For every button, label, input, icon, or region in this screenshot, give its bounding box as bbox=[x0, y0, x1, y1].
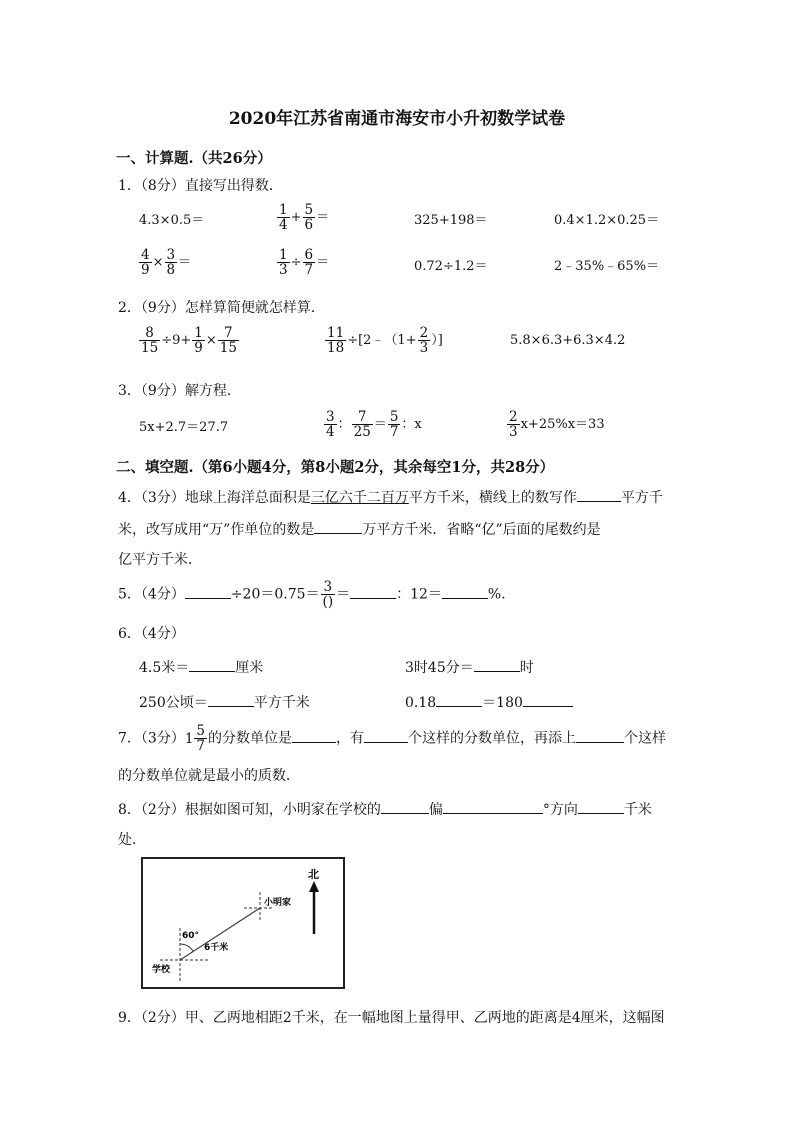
angle-label: 60° bbox=[182, 931, 200, 941]
q3-item-c: $\frac{2}{3}$ x+25%x＝33 bbox=[509, 409, 605, 441]
answer-blank bbox=[443, 799, 543, 814]
question-5: 5．（4分） ÷20＝0.75＝ 3 () ＝ ：12＝ %． bbox=[118, 579, 516, 611]
answer-blank bbox=[189, 657, 235, 672]
answer-blank bbox=[436, 692, 482, 707]
home-label: 小明家 bbox=[264, 898, 292, 908]
q1-item-c: 325+198＝ bbox=[414, 213, 488, 228]
q1-item-b: $\frac{1}{4}$ + $\frac{5}{6}$ ＝ bbox=[279, 202, 330, 234]
q6-item-b: 3时45分＝ 时 bbox=[405, 657, 534, 678]
q3-item-b: $\frac{3}{4}$ ： $\frac{7}{25}$ ＝ $\frac{5}{7}$ ：x bbox=[326, 409, 422, 441]
answer-blank bbox=[314, 519, 362, 534]
question-4-line-3: 亿平方千米． bbox=[118, 552, 202, 568]
question-4-line-2: 米，改写成用“万”作单位的数是 万平方千米．省略“亿”后面的尾数约是 bbox=[118, 519, 601, 540]
q1-item-f: $\frac{1}{3}$ ÷ $\frac{6}{7}$ ＝ bbox=[279, 247, 330, 279]
question-3-label: 3．（9分）解方程． bbox=[118, 383, 241, 399]
question-8-line-1: 8．（2分）根据如图可知，小明家在学校的 偏 °方向 千米 bbox=[118, 799, 652, 820]
q2-item-c: 5.8×6.3+6.3×4.2 bbox=[510, 333, 626, 348]
answer-blank bbox=[350, 584, 396, 599]
q1-item-e: $\frac{4}{9}$ × $\frac{3}{8}$ ＝ bbox=[141, 247, 192, 279]
section-2-heading: 二、填空题.（第6小题4分，第8小题2分，其余每空1分，共28分） bbox=[116, 459, 555, 476]
answer-blank bbox=[185, 584, 231, 599]
q1-item-g: 0.72÷1.2＝ bbox=[414, 259, 488, 274]
page-title: 2020年江苏省南通市海安市小升初数学试卷 bbox=[228, 109, 566, 129]
q2-item-a: $\frac{8}{15}$ ÷9+ $\frac{1}{9}$ × $\frac{7}{15}$ bbox=[141, 325, 237, 357]
question-9: 9．（2分）甲、乙两地相距2千米，在一幅地图上量得甲、乙两地的距离是4厘米，这幅图 bbox=[118, 1010, 665, 1026]
section-1-heading: 一、计算题.（共26分） bbox=[116, 150, 272, 167]
question-2-label: 2．（9分）怎样算简便就怎样算． bbox=[118, 300, 325, 316]
answer-blank bbox=[578, 799, 624, 814]
distance-label: 6千米 bbox=[204, 943, 229, 953]
answer-blank bbox=[474, 657, 520, 672]
answer-blank bbox=[523, 692, 573, 707]
q2-item-b: $\frac{11}{18}$ ÷[2﹣（1+ $\frac{2}{3}$ ）] bbox=[327, 325, 443, 357]
q1-item-d: 0.4×1.2×0.25＝ bbox=[554, 213, 660, 228]
q1-item-h: 2﹣35%﹣65%＝ bbox=[554, 259, 660, 274]
question-7-line-1: 7．（3分）1 $\frac{5}{7}$ 的分数单位是 ，有 个这样的分数单位，再添上 个这样 bbox=[118, 723, 667, 755]
underlined-number-words: 三亿六千二百万 bbox=[310, 490, 409, 506]
q6-item-d: 0.18 ＝180 bbox=[405, 692, 573, 713]
q6-item-c: 250公顷＝ 平方千米 bbox=[139, 692, 310, 713]
answer-blank bbox=[364, 728, 408, 743]
question-8-line-2: 处． bbox=[118, 832, 146, 848]
answer-blank bbox=[292, 728, 336, 743]
answer-blank bbox=[208, 692, 254, 707]
question-4-line-1: 4．（3分）地球上海洋总面积是三亿六千二百万平方千米，横线上的数写作 平方千 bbox=[118, 487, 663, 508]
question-1-label: 1．（8分）直接写出得数． bbox=[118, 178, 283, 194]
school-label: 学校 bbox=[152, 965, 171, 975]
answer-blank bbox=[442, 584, 488, 599]
direction-map-figure bbox=[140, 856, 346, 990]
answer-blank bbox=[576, 728, 624, 743]
q1-item-a: 4.3×0.5＝ bbox=[139, 213, 205, 228]
answer-blank bbox=[381, 799, 429, 814]
north-label: 北 bbox=[308, 868, 319, 881]
answer-blank bbox=[577, 487, 621, 502]
q3-item-a: 5x+2.7＝27.7 bbox=[139, 420, 229, 435]
question-7-line-2: 的分数单位就是最小的质数． bbox=[118, 768, 300, 784]
q6-item-a: 4.5米＝ 厘米 bbox=[139, 657, 263, 678]
question-6-label: 6．（4分） bbox=[118, 626, 185, 642]
